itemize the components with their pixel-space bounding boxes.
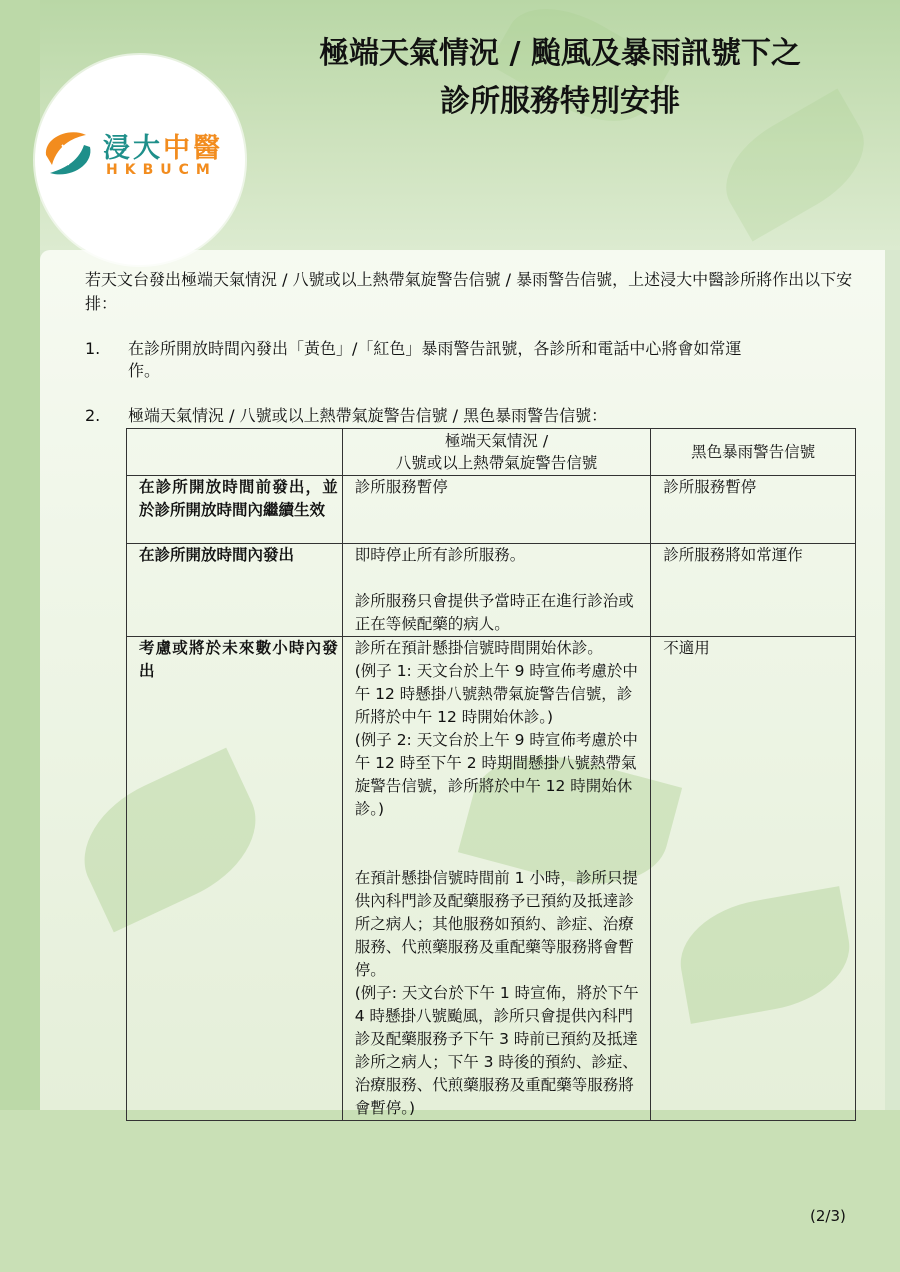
title-line-2: 診所服務特別安排 [440, 84, 680, 119]
row-label: 考慮或將於未來數小時內發出 [127, 637, 343, 1121]
footer-background [0, 1110, 900, 1272]
typhoon-cell [342, 637, 651, 1121]
row-label: 在診所開放時間內發出 [127, 544, 343, 637]
intro-paragraph: 若天文台發出極端天氣情況 / 八號或以上熱帶氣旋警告信號 / 暴雨警告信號，上述浸大中醫診所將作出以下安排： [85, 270, 853, 313]
table-header-black-rain: 黑色暴雨警告信號 [651, 429, 856, 476]
typhoon-cell [342, 476, 651, 544]
page-number: (2/3) [810, 1207, 846, 1225]
table-header-empty [127, 429, 343, 476]
list-item-text: 極端天氣情況 / 八號或以上熱帶氣旋警告信號 / 黑色暴雨警告信號： [128, 406, 608, 425]
left-border-band [0, 0, 40, 1272]
table-row [127, 544, 856, 637]
table-header-row [127, 429, 856, 476]
cell-text: 在預計懸掛信號時間前 1 小時，診所只提供內科門診及配藥服務予已預約及抵達診所之病人；其他服務如預約、診症、治療服務、代煎藥服務及重配藥等服務將會暫停。 [354, 869, 638, 979]
black-rain-cell: 不適用 [651, 637, 856, 1121]
cell-text: 診所在預計懸掛信號時間開始休診。 [354, 639, 603, 657]
header-typhoon-line-1: 極端天氣情況 / [444, 432, 549, 450]
page-title [265, 30, 855, 126]
table-row [127, 637, 856, 1121]
list-item-number: 1. [85, 339, 101, 358]
table-header-typhoon [342, 429, 651, 476]
row-label: 在診所開放時間前發出，並於診所開放時間內繼續生效 [127, 476, 343, 544]
list-item-text [128, 338, 741, 382]
black-rain-cell: 診所服務將如常運作 [651, 544, 856, 637]
hkbucm-logo-icon [40, 125, 96, 181]
cell-text: 診所服務暫停 [354, 478, 448, 496]
cell-text: 診所服務只會提供予當時正在進行診治或正在等候配藥的病人。 [354, 592, 634, 633]
logo-english-text: HKBUCM [106, 162, 217, 178]
list-item-line: 作。 [128, 361, 161, 380]
black-rain-cell: 診所服務暫停 [651, 476, 856, 544]
logo-chinese-text [103, 126, 223, 165]
logo-chinese-prefix: 浸大 [103, 133, 163, 164]
cell-text: (例子 2: 天文台於上午 9 時宣佈考慮於中午 12 時至下午 2 時期間懸掛八號熱帶氣旋警告信號，診所將於中午 12 時開始休診。) [354, 731, 638, 818]
cell-text: (例子 1: 天文台於上午 9 時宣佈考慮於中午 12 時懸掛八號熱帶氣旋警告信號，診所將於中午 12 時開始休診。) [354, 662, 638, 726]
list-item-line: 在診所開放時間內發出「黃色」/「紅色」暴雨警告訊號，各診所和電話中心將會如常運 [128, 339, 742, 358]
typhoon-cell [342, 544, 651, 637]
arrangement-table [126, 428, 856, 1121]
list-item-number: 2. [85, 406, 101, 425]
cell-text: 即時停止所有診所服務。 [354, 546, 526, 564]
cell-text: (例子: 天文台於下午 1 時宣佈，將於下午 4 時懸掛八號颱風，診所只會提供內科門診及配藥服務予下午 3 時前已預約及抵達診所之病人；下午 3 時後的預約、診症、治療服務、代煎藥服務及重配藥等服務將會暫停。) [354, 984, 639, 1117]
title-line-1: 極端天氣情況 / 颱風及暴雨訊號下之 [319, 36, 801, 71]
header-typhoon-line-2: 八號或以上熱帶氣旋警告信號 [395, 454, 598, 472]
table-row [127, 476, 856, 544]
logo-chinese-suffix: 中醫 [163, 133, 223, 164]
